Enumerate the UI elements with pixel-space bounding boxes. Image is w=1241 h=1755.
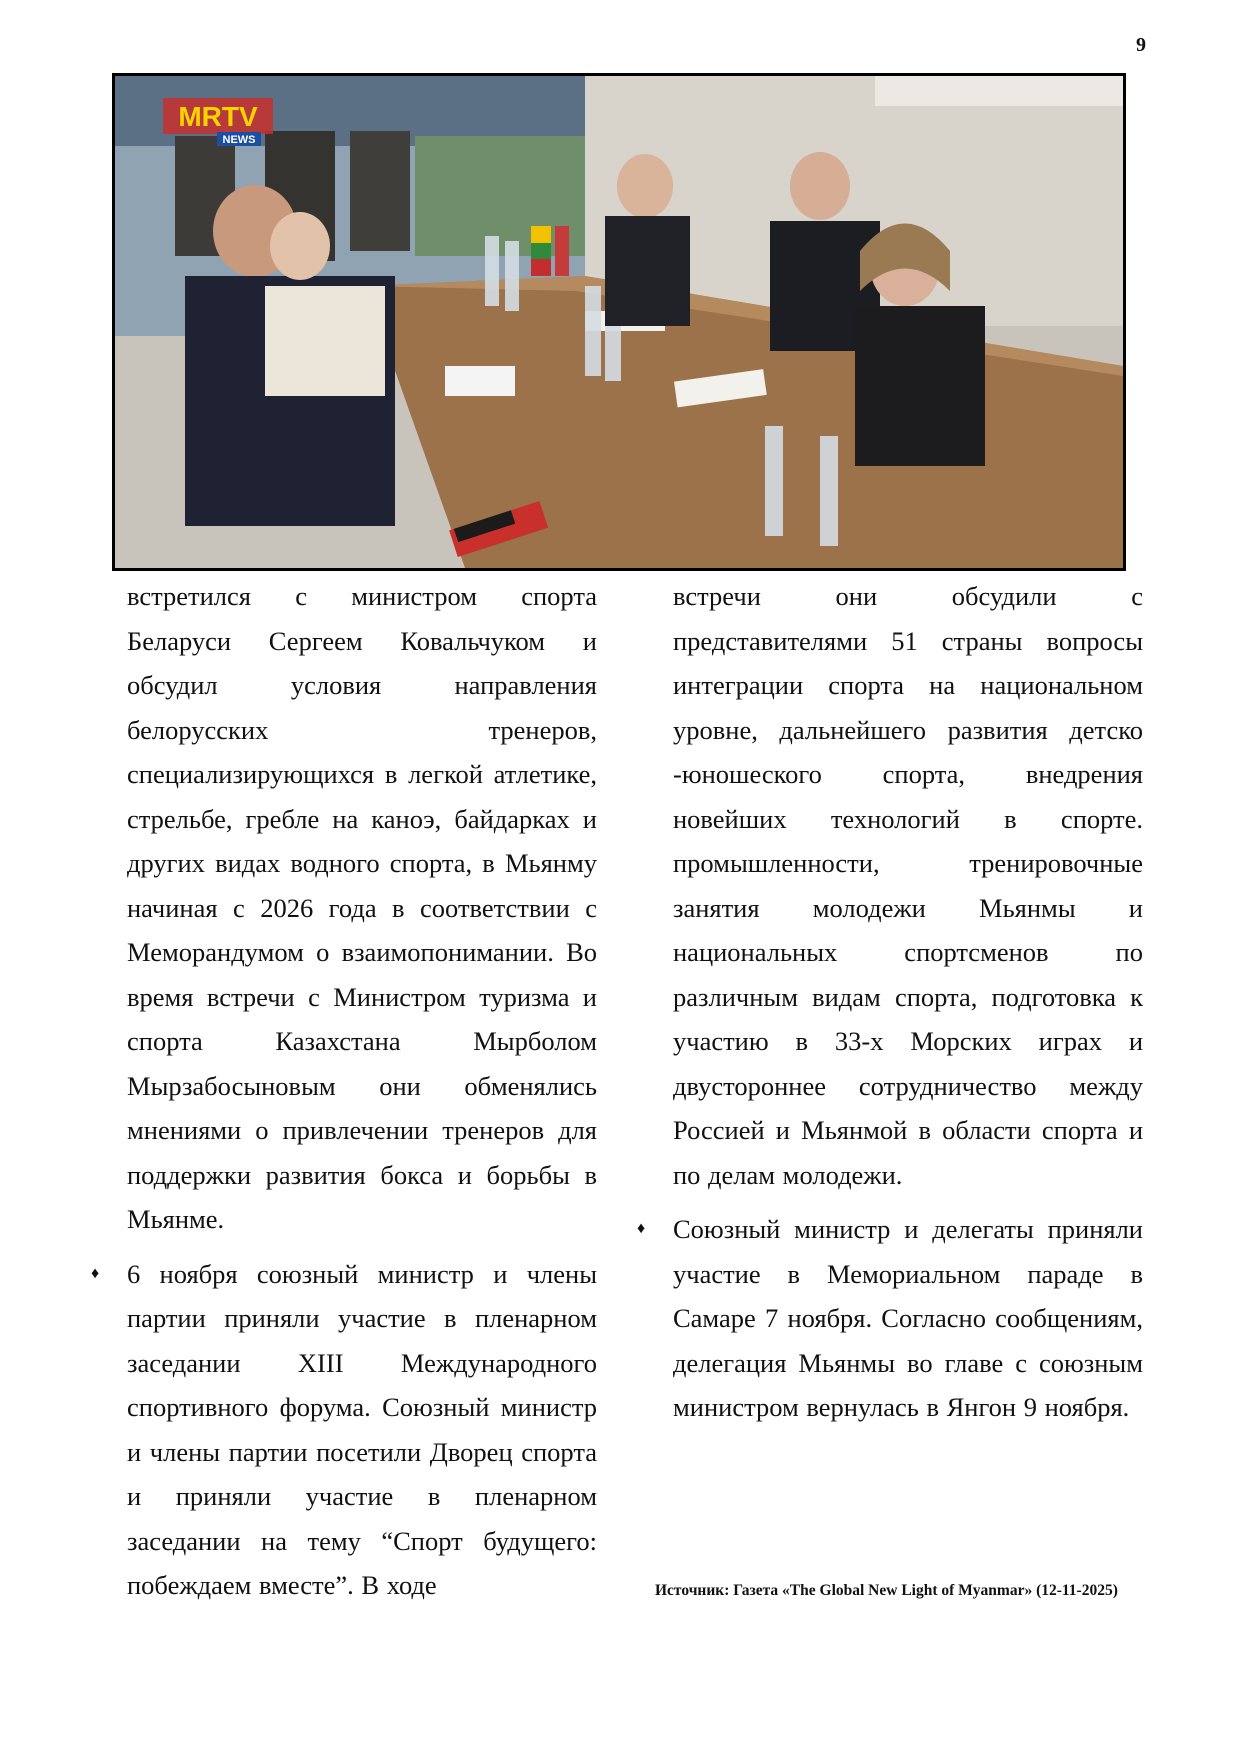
news-photo: [112, 73, 1126, 571]
left-paragraph-1: встретился с министром спорта Беларуси Сергеем Ковальчуком и обсудил условия направления белорусских тренеров, специализирующихся в легкой атлетике, стрельбе, гребле на каноэ, байдарках и других видах водного спорта, в Мьянму начиная с 2026 года в соответствии с Меморандумом о взаимопонимании. Во время встречи с Министром туризма и спорта Казахстана Мырболом Мырзабосыновым они обменялись мнениями о привлечении тренеров для поддержки развития бокса и борьбы в Мьянме.: [127, 581, 597, 1234]
bullet-diamond-icon: ♦: [91, 1264, 100, 1282]
meeting-scene-illustration: [115, 76, 1123, 568]
bullet-diamond-icon: ♦: [637, 1220, 646, 1237]
left-paragraph-2: 6 ноября союзный министр и члены партии приняли участие в пленарном заседании XIII Международного спортивного форума. Союзный министр и члены партии посетили Дворец спорта и приняли участие в пленарном заседании на тему “Спорт будущего: побеждаем вместе”. В ходе: [127, 1258, 597, 1600]
right-paragraph-2: Союзный министр и делегаты приняли участие в Мемориальном параде в Самаре 7 ноября. Согласно сообщениям, делегация Мьянмы во главе с союзным министром вернулась в Янгон 9 ноября.: [673, 1214, 1143, 1422]
news-logo-sub: NEWS: [222, 134, 256, 146]
page-number: 9: [1136, 34, 1146, 56]
right-paragraph-1: встречи они обсудили с представителями 51 страны вопросы интеграции спорта на национальном уровне, дальнейшего развития детско -юношеского спорта, внедрения новейших технологий в спорте. промышленности, тренировочные занятия молодежи Мьянмы и национальных спортсменов по различным видам спорта, подготовка к участию в 33-х Морских играх и двустороннее сотрудничество между Россией и Мьянмой в области спорта и по делам молодежи.: [673, 581, 1143, 1190]
mrtv-logo: MRTV: [178, 101, 258, 132]
right-bullet-paragraph: [637, 1207, 1143, 1430]
left-column: [91, 574, 597, 1608]
left-bullet-paragraph: [91, 1252, 597, 1608]
right-column: [637, 574, 1143, 1430]
source-citation: Источник: Газета «The Global New Light of Myanmar» (12-11-2025): [655, 1582, 1118, 1599]
